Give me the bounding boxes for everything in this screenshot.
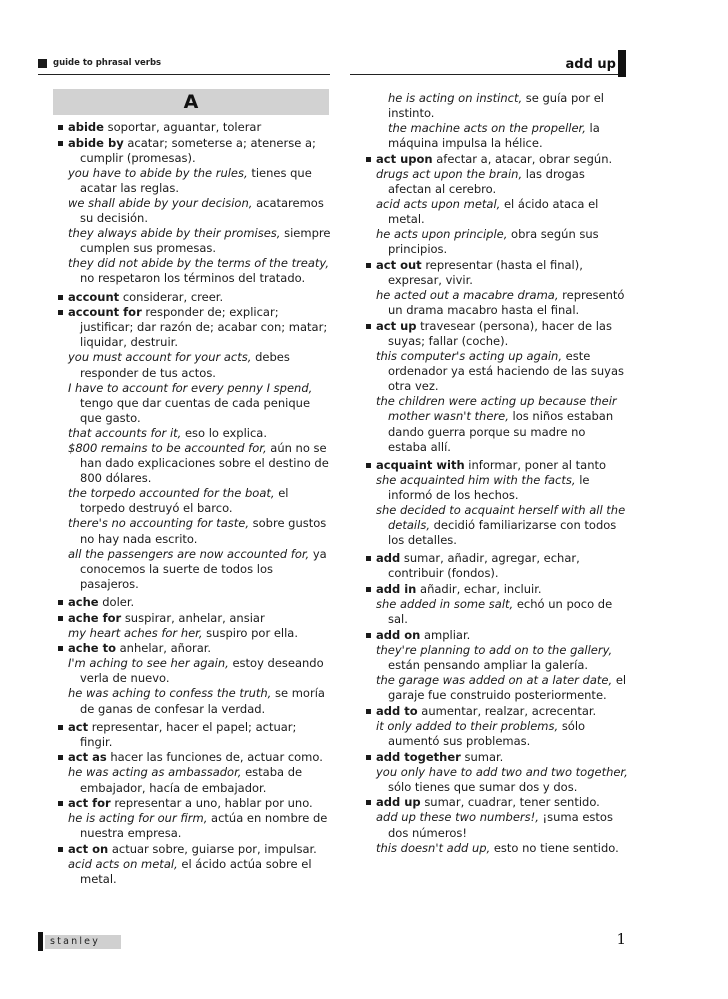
dictionary-entry	[348, 795, 628, 855]
example-phrase: she acquainted him with the facts,	[376, 472, 576, 487]
bullet-icon	[58, 295, 63, 300]
headword: act upon	[376, 151, 433, 166]
entry-example	[68, 196, 332, 226]
headword: add on	[376, 627, 421, 642]
entry-example	[68, 811, 332, 841]
translation: representar, hacer el papel; actuar; fingir.	[80, 719, 297, 749]
entry-example	[376, 349, 628, 394]
bullet-icon	[58, 725, 63, 730]
entry-example	[376, 643, 628, 673]
entry-example	[68, 441, 332, 486]
dictionary-entry	[348, 628, 628, 703]
dictionary-entry	[348, 319, 628, 455]
translation: no respetaron los términos del tratado.	[80, 271, 306, 286]
entry-example	[376, 503, 628, 548]
footer-bar	[38, 932, 43, 951]
example-phrase: the children were acting up because their mother wasn't there,	[376, 394, 617, 424]
entry-definition	[68, 136, 332, 166]
example-phrase: it only added to their problems,	[376, 718, 559, 733]
header-rule-right	[350, 74, 626, 75]
entry-example	[376, 597, 628, 627]
entry-example	[68, 686, 332, 716]
entry-example	[68, 626, 332, 641]
bullet-icon	[366, 556, 371, 561]
headword: abide	[68, 120, 104, 134]
entry-definition	[376, 795, 628, 810]
entry-example	[68, 226, 332, 256]
translation: sumar.	[464, 749, 504, 764]
entry-example	[376, 288, 628, 318]
header-bar	[618, 50, 626, 77]
headword: acquaint with	[376, 457, 465, 472]
entry-example	[376, 121, 628, 151]
example-phrase: there's no accounting for taste,	[68, 516, 249, 531]
translation: sobre gustos no hay nada escrito.	[80, 516, 327, 546]
dictionary-entry	[40, 120, 332, 135]
entry-definition	[68, 750, 332, 765]
example-phrase: the garage was added on at a later date,	[376, 673, 613, 688]
example-phrase: you have to abide by the rules,	[68, 165, 248, 180]
example-phrase: you only have to add two and two together,	[376, 764, 628, 779]
translation: sólo aumentó sus problemas.	[388, 718, 586, 748]
footer-brand: stanley	[45, 935, 121, 949]
dictionary-entry	[348, 152, 628, 258]
dictionary-entry	[40, 290, 332, 305]
running-header-left	[38, 57, 161, 69]
bullet-icon	[366, 324, 371, 329]
entry-example	[376, 673, 628, 703]
example-phrase: acid acts upon metal,	[376, 197, 501, 212]
example-phrase: the machine acts on the propeller,	[388, 121, 586, 136]
translation: actúa en nombre de nuestra empresa.	[80, 811, 328, 841]
entry-definition	[68, 720, 332, 750]
headword: act as	[68, 750, 107, 765]
translation: sumar, cuadrar, tener sentido.	[424, 795, 600, 810]
dictionary-entry	[40, 720, 332, 750]
dictionary-entry	[40, 750, 332, 795]
entry-example	[68, 350, 332, 380]
translation: se guía por el instinto.	[388, 91, 604, 121]
translation: se moría de ganas de confesar la verdad.	[80, 686, 325, 716]
example-phrase: they're planning to add on to the gallery,	[376, 642, 613, 657]
entry-definition	[376, 750, 628, 765]
entry-example	[68, 166, 332, 196]
example-phrase: we shall abide by your decision,	[68, 195, 253, 210]
example-phrase: he was aching to confess the truth,	[68, 686, 272, 701]
entry-example	[376, 810, 628, 840]
headword: account	[68, 289, 120, 304]
headword: act out	[376, 258, 422, 273]
entry-definition	[68, 796, 332, 811]
dictionary-entry	[40, 842, 332, 887]
example-phrase: drugs act upon the brain,	[376, 166, 523, 181]
example-phrase: she decided to acquaint herself with all the details,	[376, 503, 626, 533]
example-phrase: he acts upon principle,	[376, 227, 508, 242]
bullet-icon	[366, 755, 371, 760]
entry-example	[68, 656, 332, 686]
entry-definition	[376, 704, 628, 719]
headword: abide by	[68, 135, 124, 150]
entry-definition	[68, 842, 332, 857]
dictionary-entry	[40, 595, 332, 610]
entry-definition	[376, 258, 628, 288]
bullet-icon	[58, 646, 63, 651]
entry-example	[68, 547, 332, 592]
example-phrase: you must account for your acts,	[68, 350, 252, 365]
translation: sólo tienes que sumar dos y dos.	[388, 779, 578, 794]
example-phrase: the torpedo accounted for the boat,	[68, 486, 275, 501]
headword: act up	[376, 318, 417, 333]
headword: act for	[68, 796, 111, 811]
translation: informar, poner al tanto	[468, 457, 607, 472]
example-phrase: that accounts for it,	[68, 425, 182, 440]
translation: hacer las funciones de, actuar como.	[110, 750, 323, 765]
example-phrase: he is acting for our firm,	[68, 811, 208, 826]
translation: acatar; someterse a; atenerse a; cumplir (promesas).	[80, 135, 316, 165]
entry-example	[376, 197, 628, 227]
translation: sumar, añadir, agregar, echar, contribuir (fondos).	[388, 551, 580, 581]
bullet-icon	[366, 463, 371, 468]
headword: ache	[68, 594, 99, 609]
bullet-icon	[58, 125, 63, 130]
translation: ya conocemos la suerte de todos los pasajeros.	[80, 546, 327, 591]
example-phrase: add up these two numbers!,	[376, 810, 539, 825]
entry-definition	[68, 290, 332, 305]
translation: este ordenador ya está haciendo de las suyas otra vez.	[388, 349, 625, 394]
headword: add to	[376, 703, 418, 718]
example-phrase: $800 remains to be accounted for,	[68, 440, 267, 455]
right-column	[348, 91, 628, 856]
example-phrase: this doesn't add up,	[376, 840, 491, 855]
translation: siempre cumplen sus promesas.	[80, 226, 331, 256]
entry-example	[376, 227, 628, 257]
translation: aún no se han dado explicaciones sobre el destino de 800 dólares.	[80, 440, 329, 486]
page-number: 1	[616, 930, 626, 948]
translation: debes responder de tus actos.	[80, 350, 290, 380]
example-phrase: she added in some salt,	[376, 597, 514, 612]
bullet-icon	[366, 587, 371, 592]
dictionary-entry	[348, 704, 628, 749]
dictionary-entry	[348, 91, 628, 151]
entry-example	[376, 841, 628, 856]
translation: ¡suma estos dos números!	[388, 810, 613, 840]
translation: actuar sobre, guiarse por, impulsar.	[111, 841, 317, 856]
example-phrase: he is acting on instinct,	[388, 91, 523, 105]
bullet-icon	[366, 800, 371, 805]
translation: le informó de los hechos.	[388, 472, 590, 502]
dictionary-entry	[40, 136, 332, 287]
translation: suspiro por ella.	[206, 625, 298, 640]
translation: aumentar, realzar, acrecentar.	[421, 703, 597, 718]
entry-definition	[376, 582, 628, 597]
entry-definition	[68, 120, 332, 135]
entry-definition	[68, 305, 332, 350]
entry-definition	[376, 152, 628, 167]
entry-example	[68, 516, 332, 546]
example-phrase: they did not abide by the terms of the treaty,	[68, 256, 330, 271]
translation: la máquina impulsa la hélice.	[388, 121, 600, 151]
translation: las drogas afectan al cerebro.	[388, 166, 585, 197]
translation: travesear (persona), hacer de las suyas; fallar (coche).	[388, 318, 612, 348]
book-title: guide to phrasal verbs	[53, 58, 162, 68]
entry-definition	[68, 595, 332, 610]
translation: el ácido ataca el metal.	[388, 197, 599, 227]
translation: acataremos su decisión.	[80, 195, 324, 226]
headword: account for	[68, 305, 142, 320]
translation: estoy deseando verla de nuevo.	[80, 656, 324, 686]
bullet-icon	[366, 709, 371, 714]
headword: add	[376, 551, 401, 566]
translation: afectar a, atacar, obrar según.	[436, 151, 613, 166]
entry-definition	[376, 91, 628, 121]
section-letter: A	[53, 89, 329, 115]
translation: obra según sus principios.	[388, 227, 599, 257]
bullet-icon	[58, 141, 63, 146]
example-phrase: my heart aches for her,	[68, 625, 203, 640]
running-header-right: add up	[565, 57, 616, 72]
headword: ache to	[68, 641, 116, 656]
entry-example	[68, 256, 332, 286]
entry-example	[68, 486, 332, 516]
translation: representar a uno, hablar por uno.	[114, 796, 313, 811]
translation: el ácido actúa sobre el metal.	[80, 857, 312, 887]
headword: act on	[68, 841, 109, 856]
entry-definition	[376, 319, 628, 349]
headword: add up	[376, 795, 421, 810]
entry-example	[376, 719, 628, 749]
example-phrase: all the passengers are now accounted for,	[68, 546, 310, 561]
entry-definition	[68, 611, 332, 626]
headword: add in	[376, 582, 417, 596]
translation: decidió familiarizarse con todos los detalles.	[388, 518, 617, 548]
entry-example	[68, 765, 332, 795]
translation: responder de; explicar; justificar; dar razón de; acabar con; matar; liquidar, destruir.	[80, 305, 328, 350]
bullet-icon	[58, 847, 63, 852]
translation: anhelar, añorar.	[119, 641, 212, 656]
translation: los niños estaban dando guerra porque su madre no estaba allí.	[388, 409, 614, 454]
dictionary-entry	[348, 582, 628, 627]
bullet-icon	[58, 600, 63, 605]
bullet-icon	[58, 310, 63, 315]
translation: añadir, echar, incluir.	[420, 582, 542, 596]
translation: soportar, aguantar, tolerar	[107, 120, 262, 134]
entry-example	[376, 394, 628, 454]
dictionary-entry	[348, 750, 628, 795]
headword: ache for	[68, 610, 122, 625]
dictionary-entry	[40, 796, 332, 841]
header-rule-left	[38, 74, 330, 75]
dictionary-entry	[348, 458, 628, 549]
translation: echó un poco de sal.	[388, 597, 613, 627]
example-phrase: they always abide by their promises,	[68, 226, 281, 241]
bullet-icon	[366, 157, 371, 162]
entry-definition	[68, 641, 332, 656]
dictionary-entry	[348, 258, 628, 318]
translation: suspirar, anhelar, ansiar	[124, 610, 265, 625]
entry-example	[376, 473, 628, 503]
example-phrase: acid acts on metal,	[68, 857, 178, 871]
entry-example	[376, 765, 628, 795]
translation: considerar, creer.	[122, 289, 224, 304]
translation: esto no tiene sentido.	[493, 840, 619, 855]
bullet-icon	[58, 616, 63, 621]
header-square-icon	[38, 59, 47, 68]
entry-example	[376, 167, 628, 197]
translation: estaba de embajador, hacía de embajador.	[80, 765, 303, 795]
translation: están pensando ampliar la galería.	[388, 657, 589, 672]
translation: representar (hasta el final), expresar, vivir.	[388, 258, 583, 288]
entry-definition	[376, 628, 628, 643]
entry-example	[68, 857, 332, 887]
entry-definition	[376, 551, 628, 581]
translation: eso lo explica.	[184, 425, 268, 440]
example-phrase: this computer's acting up again,	[376, 349, 563, 364]
entry-example	[68, 426, 332, 441]
headword: add together	[376, 749, 461, 764]
translation: el garaje fue construido posteriormente.	[388, 673, 627, 703]
translation: el torpedo destruyó el barco.	[80, 486, 289, 516]
entry-example	[68, 381, 332, 426]
dictionary-entry	[40, 611, 332, 641]
example-phrase: he was acting as ambassador,	[68, 765, 242, 780]
entry-definition	[376, 458, 628, 473]
translation: tienes que acatar las reglas.	[80, 165, 312, 195]
dictionary-entry	[348, 551, 628, 581]
translation: representó un drama macabro hasta el final.	[388, 288, 625, 318]
translation: doler.	[102, 594, 135, 609]
example-phrase: I have to account for every penny I spend,	[68, 380, 313, 395]
dictionary-entry	[40, 641, 332, 716]
left-column	[40, 120, 332, 888]
bullet-icon	[366, 263, 371, 268]
headword: act	[68, 719, 89, 734]
bullet-icon	[58, 801, 63, 806]
translation: tengo que dar cuentas de cada penique que gasto.	[80, 395, 311, 425]
dictionary-entry	[40, 305, 332, 592]
bullet-icon	[366, 633, 371, 638]
example-phrase: he acted out a macabre drama,	[376, 288, 559, 303]
bullet-icon	[58, 755, 63, 760]
example-phrase: I'm aching to see her again,	[68, 656, 229, 671]
translation: ampliar.	[423, 627, 471, 642]
